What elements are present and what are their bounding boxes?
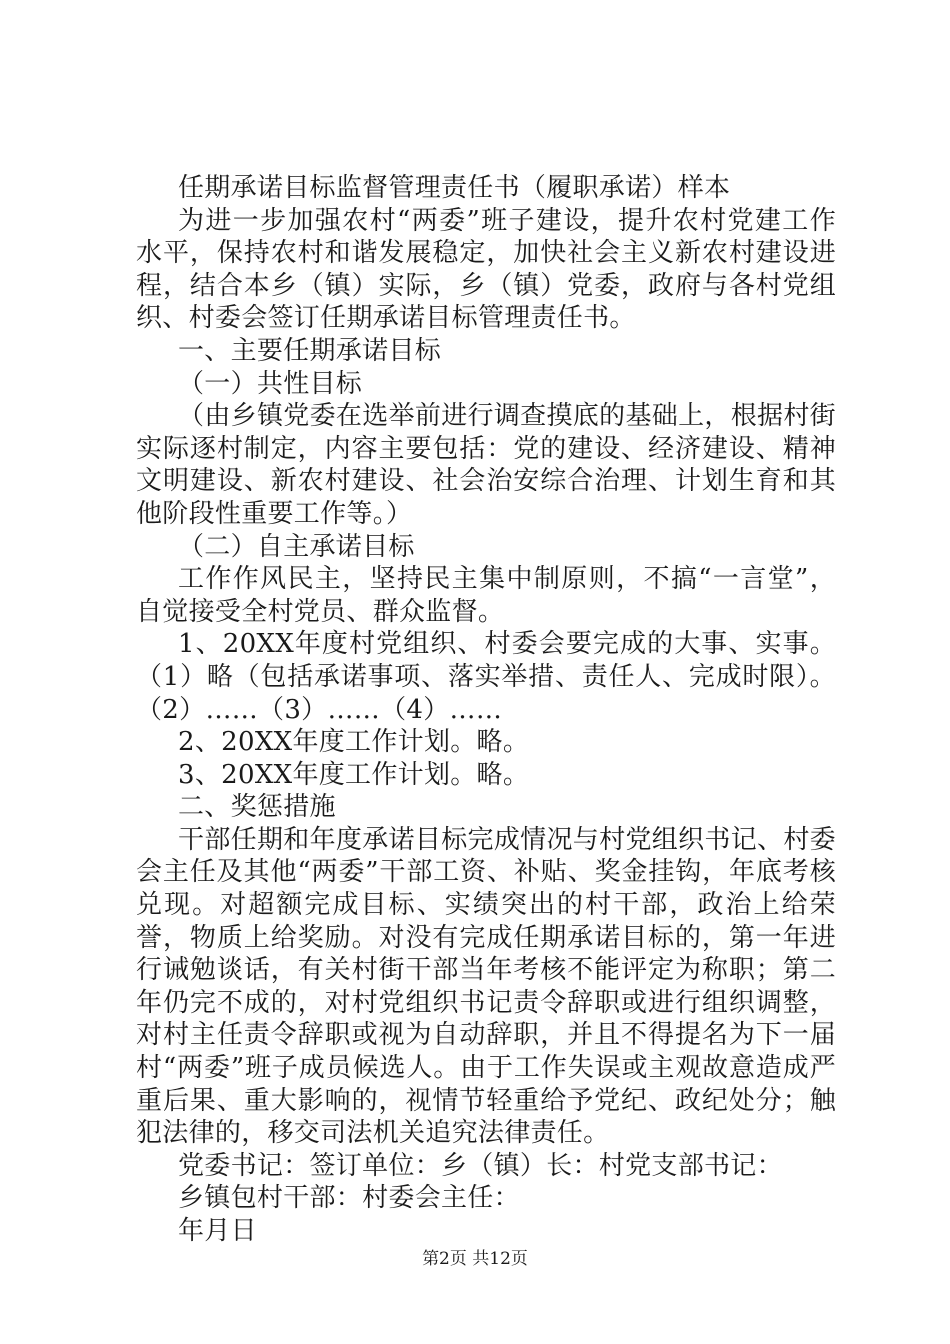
paragraph-common-goals: （由乡镇党委在选举前进行调查摸底的基础上，根据村街实际逐村制定，内容主要包括：党的建设、经济建设、精神文明建设、新农村建设、社会治安综合治理、计划生育和其他阶段性重要工作等。） <box>136 401 836 529</box>
signature-line-2: 乡镇包村干部：村委会主任： <box>178 1183 520 1214</box>
signature-line-1: 党委书记：签订单位：乡（镇）长：村党支部书记： <box>178 1150 783 1181</box>
paragraph-intro: 为进一步加强农村“两委”班子建设，提升农村党建工作水平，保持农村和谐发展稳定，加快社会主义新农村建设进程，结合本乡（镇）实际，乡（镇）党委，政府与各村党组织、村委会签订任期承诺目标管理责任书。 <box>136 205 836 334</box>
paragraph-item-1: 1、20XX年度村党组织、村委会要完成的大事、实事。（1）略（包括承诺事项、落实举措、责任人、完成时限）。（2）……（3）……（4）…… <box>136 629 836 725</box>
paragraph-item-2: 2、20XX年度工作计划。略。 <box>178 727 530 758</box>
document-body <box>136 172 836 1248</box>
page-footer: 第2页 共12页 <box>422 1249 528 1269</box>
paragraph-item-3: 3、20XX年度工作计划。略。 <box>178 759 530 790</box>
subsection-heading-1: （一）共性目标 <box>178 368 363 399</box>
paragraph-work-style: 工作作风民主，坚持民主集中制原则，不搞“一言堂”，自觉接受全村党员、群众监督。 <box>136 564 836 627</box>
date-line: 年月日 <box>178 1216 257 1246</box>
subsection-heading-2: （二）自主承诺目标 <box>178 531 415 562</box>
document-title: 任期承诺目标监督管理责任书（履职承诺）样本 <box>178 173 731 203</box>
section-heading-2: 二、奖惩措施 <box>178 792 336 823</box>
section-heading-1: 一、主要任期承诺目标 <box>178 335 442 366</box>
paragraph-rewards-penalties: 干部任期和年度承诺目标完成情况与村党组织书记、村委会主任及其他“两委”干部工资、补贴、奖金挂钩，年底考核兑现。对超额完成目标、实绩突出的村干部，政治上给荣誉，物质上给奖励。对没有完成任期承诺目标的，第一年进行诫勉谈话，有关村街干部当年考核不能评定为称职；第二年仍完不成的，对村党组织书记责令辞职或进行组织调整，对村主任责令辞职或视为自动辞职，并且不得提名为下一届村“两委”班子成员候选人。由于工作失误或主观故意造成严重后果、重大影响的，视情节轻重给予党纪、政纪处分；触犯法律的，移交司法机关追究法律责任。 <box>136 824 836 1149</box>
